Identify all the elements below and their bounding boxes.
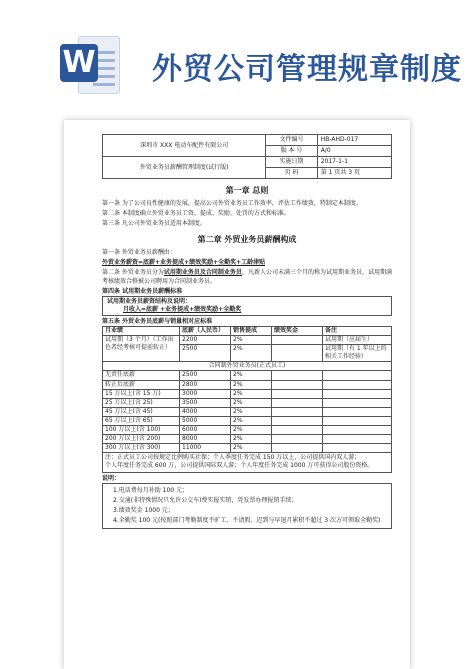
col-header: 月业绩 <box>103 327 180 336</box>
table-row <box>103 444 392 453</box>
bonus-cell <box>272 407 323 416</box>
col-header: 备注 <box>323 327 392 336</box>
note-line: 个人年度任务完成 600 万，公司提供国际双人游；个人年度任务完成 1000 万可获得公司股份资格。 <box>105 462 374 470</box>
table-row <box>103 389 392 398</box>
bonus-cell <box>272 371 323 380</box>
contract-section-title: 合同制外贸业务员(正式员工) <box>103 362 392 371</box>
note-cell <box>323 407 392 416</box>
base-cell: 2500 <box>180 345 231 362</box>
base-cell: 8000 <box>180 435 231 444</box>
field-value: HB-AHD-017 <box>317 135 391 146</box>
table-row <box>103 380 392 389</box>
explain-item: 4.全勤奖 100 元(按照部门考勤制度不旷工、不请假、迟到与早退月累积不超过 3 次方可领取全勤奖) <box>113 516 381 524</box>
bonus-cell <box>272 444 323 453</box>
note-cell: 试用期（有 1 年以上的相关工作经验） <box>323 345 392 362</box>
art2-pre: 第二条 外贸业务员分为 <box>102 269 164 277</box>
note-line: 注：正式员工公司按规定比例购买社保；个人季度任务完成 150 万以上，公司提供国内双人游； <box>105 454 361 462</box>
commission-cell: 2% <box>231 435 272 444</box>
commission-cell: 2% <box>231 444 272 453</box>
document-body <box>102 134 392 529</box>
table-row <box>103 435 392 444</box>
commission-cell: 2% <box>231 416 272 425</box>
table-row <box>103 398 392 407</box>
company-name: 深圳市 XXX 电动车配件有限公司 <box>103 135 266 157</box>
bonus-cell <box>272 426 323 435</box>
chapter-1-title: 第一章 总则 <box>225 186 269 196</box>
bonus-cell <box>272 435 323 444</box>
table-note <box>103 453 392 472</box>
chapter-2-title: 第二章 外贸业务员薪酬构成 <box>197 235 297 245</box>
base-cell: 3000 <box>180 389 231 398</box>
field-key: 实施日期 <box>266 157 317 168</box>
perf-cell: 25 万以上(含 25) <box>103 398 180 407</box>
document-sheet <box>64 120 410 669</box>
ch2-article-4: 第四条 试用期业务员薪酬标准 <box>102 287 183 295</box>
perf-cell: 无责任底薪 <box>103 371 180 380</box>
note-cell: 试用期（应届生） <box>323 336 392 345</box>
base-cell: 5000 <box>180 416 231 425</box>
note-cell <box>323 389 392 398</box>
base-cell: 6000 <box>180 426 231 435</box>
bonus-cell <box>272 336 323 345</box>
commission-cell: 2% <box>231 371 272 380</box>
commission-cell: 2% <box>231 336 272 345</box>
col-header: 底薪（人民币） <box>180 327 231 336</box>
perf-cell: 转正后底薪 <box>103 380 180 389</box>
base-cell: 11000 <box>180 444 231 453</box>
trial-salary-box <box>102 296 392 316</box>
note-cell <box>323 380 392 389</box>
explain-title: 说明： <box>102 474 121 482</box>
note-cell <box>323 426 392 435</box>
perf-cell: 200 万以上(含 200) <box>103 435 180 444</box>
commission-cell: 2% <box>231 345 272 362</box>
salary-formula: 外贸业务薪资=底薪+业务提成+绩效奖励+全勤奖+工龄津贴 <box>102 259 266 267</box>
banner <box>0 0 474 120</box>
ch1-para: 第二条 本制度确立外贸业务员工资、提成、奖励、处罚的方式和标准。 <box>102 210 290 218</box>
trial-formula: 月收入=底薪 +业务提成+绩效奖励+全勤奖 <box>123 305 242 313</box>
explain-box <box>102 483 392 529</box>
field-value: 第 1 页共 3 页 <box>317 168 391 179</box>
commission-cell: 2% <box>231 426 272 435</box>
trial-period-cell: 试用期（3 个月）（工作出色者经考核可提前转正） <box>103 336 180 362</box>
perf-cell: 100 万以上(含 100) <box>103 426 180 435</box>
art2-types: 试用期业务员及合同制业务员 <box>163 269 242 277</box>
explain-item: 3.绩效奖金 1000 元； <box>113 506 174 514</box>
bonus-cell <box>272 380 323 389</box>
word-icon <box>60 32 120 96</box>
ch2-article-2 <box>102 269 392 285</box>
base-cell: 3500 <box>180 398 231 407</box>
table-row <box>103 407 392 416</box>
table-row <box>103 426 392 435</box>
col-header: 销售提成 <box>231 327 272 336</box>
banner-title: 外贸公司管理规章制度 <box>152 52 462 87</box>
bonus-cell <box>272 389 323 398</box>
field-key: 版 本 号 <box>266 146 317 157</box>
bonus-cell <box>272 416 323 425</box>
art2-post: ，凡新人公司未满三个月的称为试用期业务员，试用期满考核绩效合格被公司聘用为合同制业务员。 <box>102 269 392 285</box>
perf-cell: 45 万以上(含 45) <box>103 407 180 416</box>
salary-table <box>102 326 392 473</box>
field-key: 页 码 <box>266 168 317 179</box>
ch1-para: 第三条 凡公司外贸业务员适用本制度。 <box>102 220 206 228</box>
doc-header-table <box>102 134 392 179</box>
ch2-intro: 第一条 外贸业务员薪酬由： <box>102 249 176 257</box>
bonus-cell <box>272 345 323 362</box>
col-header: 绩效奖金 <box>272 327 323 336</box>
field-value: A/0 <box>317 146 391 157</box>
commission-cell: 2% <box>231 407 272 416</box>
perf-cell: 15 万以上(含 15 万) <box>103 389 180 398</box>
table-row <box>103 371 392 380</box>
explain-item: 1.电话费每月补助 100 元； <box>113 486 188 494</box>
note-cell <box>323 444 392 453</box>
note-cell <box>323 435 392 444</box>
note-cell <box>323 371 392 380</box>
explain-item: 2.交通(非特殊情况只允许公交车)费实报实销，凭发票办理报销手续； <box>113 496 298 504</box>
ch1-para: 第一条 为了公司良性健康的发展，提高公司外贸业务员工作效率，评估工作绩效，特制定本制度。 <box>102 200 362 208</box>
base-cell: 2500 <box>180 371 231 380</box>
field-key: 文件编号 <box>266 135 317 146</box>
base-cell: 4000 <box>180 407 231 416</box>
trial-structure: 试用期业务员薪资结构及说明： <box>107 297 192 305</box>
word-badge: W <box>60 44 98 82</box>
commission-cell: 2% <box>231 389 272 398</box>
perf-cell: 300 万以上(含 300) <box>103 444 180 453</box>
note-cell <box>323 398 392 407</box>
perf-cell: 65 万以上(含 65) <box>103 416 180 425</box>
note-cell <box>323 416 392 425</box>
table-row <box>103 416 392 425</box>
commission-cell: 2% <box>231 380 272 389</box>
ch2-article-5: 第五条 外贸业务员底薪与销量相对应标准 <box>102 317 213 325</box>
base-cell: 2200 <box>180 336 231 345</box>
bonus-cell <box>272 398 323 407</box>
base-cell: 2800 <box>180 380 231 389</box>
doc-title: 外贸业务员薪酬管理制度(试行版) <box>103 157 266 179</box>
field-value: 2017-1-1 <box>317 157 391 168</box>
commission-cell: 2% <box>231 398 272 407</box>
